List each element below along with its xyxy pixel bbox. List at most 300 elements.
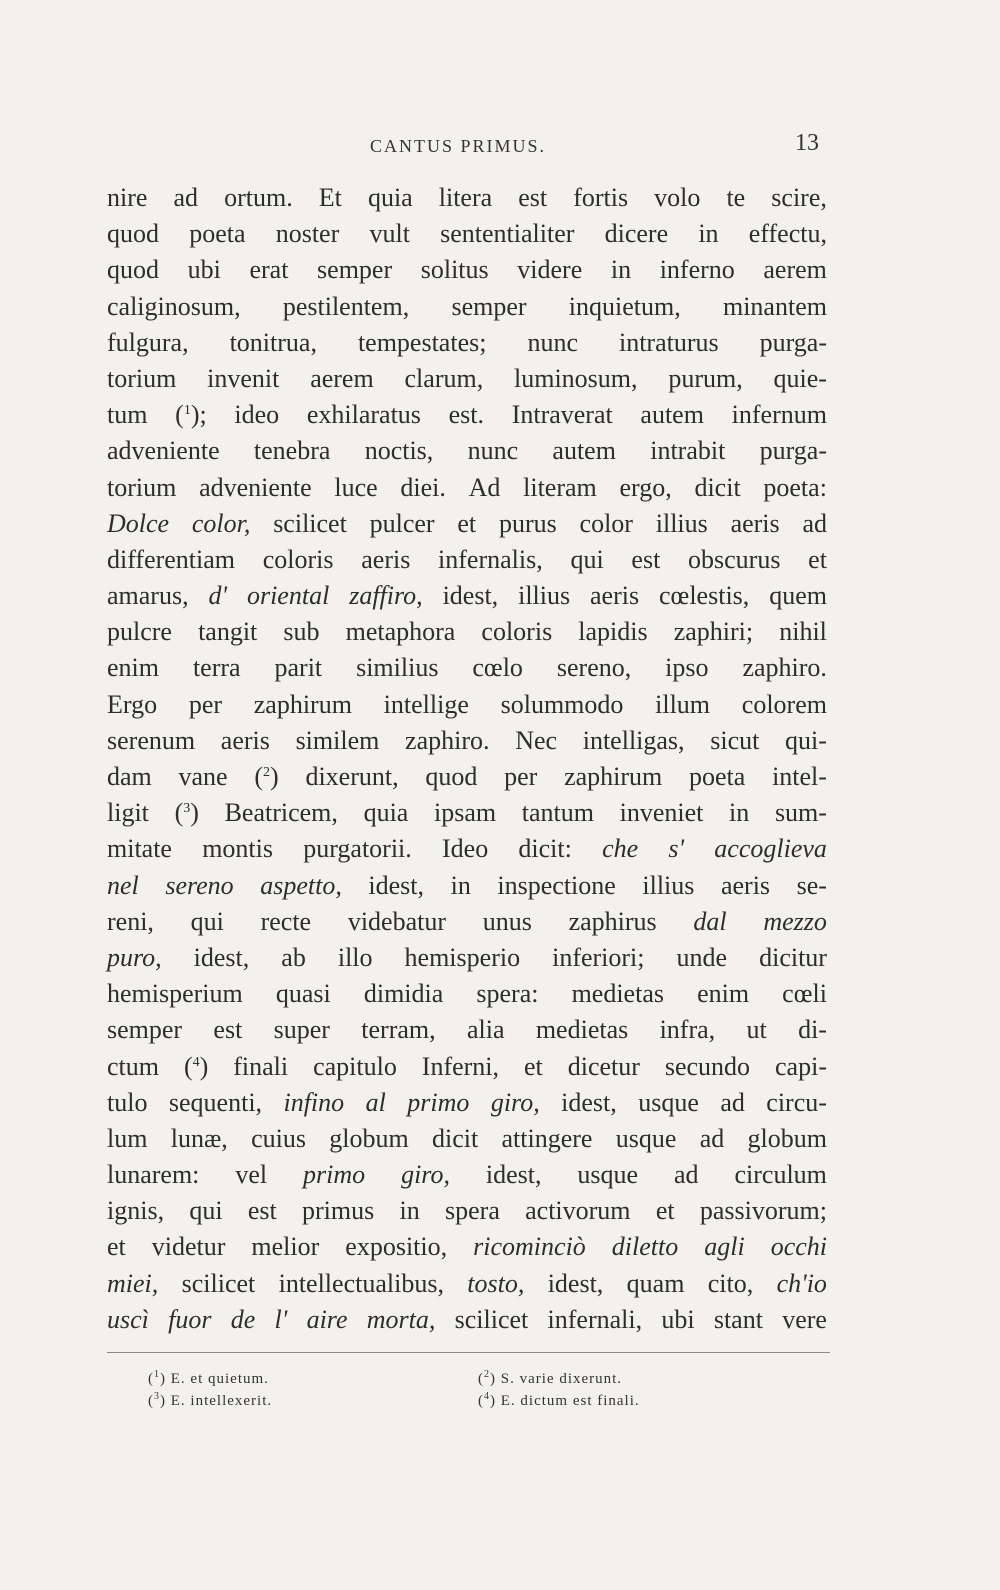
word-text: ) xyxy=(199,1051,209,1081)
word-text: ) xyxy=(270,762,279,791)
word xyxy=(107,1157,199,1193)
word xyxy=(107,542,235,578)
word-text: purus xyxy=(498,508,557,538)
word-text: cœli xyxy=(782,979,827,1009)
word-text: in xyxy=(450,870,471,900)
word xyxy=(704,1229,744,1265)
word-text: metaphora xyxy=(345,617,456,647)
word xyxy=(432,1121,478,1157)
word xyxy=(107,1012,182,1048)
word-text: ( xyxy=(174,798,184,828)
word-text: usque xyxy=(577,1160,639,1190)
word xyxy=(777,1266,827,1302)
word-text: aeris xyxy=(361,544,411,574)
word-text: aspetto, xyxy=(260,870,342,900)
word xyxy=(422,1049,499,1085)
word xyxy=(797,868,827,904)
word xyxy=(714,831,827,867)
word-text: Ideo xyxy=(442,834,489,864)
word xyxy=(451,868,471,904)
word-text: in xyxy=(729,798,750,828)
word-text: morta, xyxy=(366,1304,436,1334)
footnote-text: E. intellexerit. xyxy=(166,1393,273,1409)
word xyxy=(184,1049,208,1085)
word-text: idest, xyxy=(547,1268,604,1298)
word-text: expositio, xyxy=(345,1232,448,1262)
word-text: idest, xyxy=(193,942,250,972)
word xyxy=(445,1193,500,1229)
word-text: ideo xyxy=(234,400,280,430)
word xyxy=(771,180,827,216)
word-text: globum xyxy=(747,1123,827,1153)
word-text: reni, xyxy=(107,906,154,936)
word-text: infernali, xyxy=(547,1304,643,1334)
word xyxy=(248,1193,277,1229)
text-line xyxy=(107,1049,827,1085)
word-text: intellectualibus, xyxy=(278,1268,444,1298)
word xyxy=(107,1121,147,1157)
text-line xyxy=(107,650,827,686)
text-line xyxy=(107,252,827,288)
text-line xyxy=(107,361,827,397)
word xyxy=(207,361,279,397)
word-text: inveniet xyxy=(619,798,704,828)
word-text: differentiam xyxy=(107,544,236,574)
word-text: sicut xyxy=(710,725,760,755)
text-line xyxy=(107,831,827,867)
footnote-mark: 1 xyxy=(154,1369,160,1380)
word-text: enim xyxy=(107,653,159,683)
body-text xyxy=(107,180,827,1338)
word-text: montis xyxy=(202,834,273,864)
word xyxy=(694,470,740,506)
word xyxy=(693,904,726,940)
word-text: usque xyxy=(638,1087,699,1117)
word-text: illius xyxy=(655,508,708,538)
word-text: zaphiri; xyxy=(673,617,754,647)
word-text: tangit xyxy=(198,617,258,647)
footnote-paren: ) xyxy=(160,1371,166,1387)
word-text: quasi xyxy=(275,979,331,1009)
word xyxy=(467,1012,505,1048)
word xyxy=(491,1085,540,1121)
word xyxy=(107,433,220,469)
word-text: zaffiro, xyxy=(349,581,423,611)
word xyxy=(569,904,657,940)
word xyxy=(107,361,176,397)
word xyxy=(249,252,288,288)
word-text: lum xyxy=(107,1123,148,1153)
word-text: hemisperium xyxy=(107,979,243,1009)
word xyxy=(303,831,412,867)
word-text: attingere xyxy=(501,1123,593,1153)
word-text: primo xyxy=(303,1160,366,1190)
word xyxy=(720,1085,745,1121)
word-text: puro, xyxy=(107,942,162,972)
word-text: dicere xyxy=(604,219,669,249)
word-text: primus xyxy=(302,1196,375,1226)
word-text: lapidis xyxy=(578,617,648,647)
word xyxy=(668,831,684,867)
word xyxy=(407,1085,469,1121)
text-line xyxy=(107,614,827,650)
word-text: videbatur xyxy=(347,906,447,936)
word-text: miei, xyxy=(107,1268,159,1298)
word xyxy=(697,976,749,1012)
word xyxy=(583,723,685,759)
text-line xyxy=(107,759,827,795)
text-line xyxy=(107,542,827,578)
word xyxy=(689,759,745,795)
word xyxy=(518,578,570,614)
text-line xyxy=(107,723,827,759)
word xyxy=(467,1266,524,1302)
word xyxy=(356,650,438,686)
word xyxy=(198,614,257,650)
footnote-mark: 2 xyxy=(484,1369,490,1380)
word xyxy=(307,397,421,433)
footnote xyxy=(148,1368,269,1390)
text-line xyxy=(107,397,827,433)
word xyxy=(527,325,578,361)
word-text: intellige xyxy=(383,689,469,719)
word-text: dicit xyxy=(432,1123,479,1153)
word xyxy=(107,1229,126,1265)
text-line xyxy=(107,795,827,831)
word xyxy=(107,1193,164,1229)
text-line xyxy=(107,904,827,940)
word-text: ad xyxy=(674,1160,699,1190)
word xyxy=(708,1266,754,1302)
word-text: similius xyxy=(356,653,439,683)
word-text: ricominciò xyxy=(473,1232,586,1262)
word xyxy=(605,216,669,252)
word-text: usque xyxy=(615,1123,677,1153)
word xyxy=(193,650,241,686)
word xyxy=(107,650,159,686)
word-text: Inferni, xyxy=(421,1051,500,1081)
word xyxy=(261,904,312,940)
word-text: ad xyxy=(720,1087,745,1117)
word xyxy=(442,831,488,867)
word-text: inferiori; xyxy=(552,942,645,972)
word xyxy=(723,289,827,325)
word-text: est xyxy=(631,544,661,574)
word xyxy=(279,1266,444,1302)
word xyxy=(209,578,228,614)
word-text: vult xyxy=(369,219,410,249)
text-line xyxy=(107,868,827,904)
word-text: Ergo xyxy=(107,689,158,719)
word-text: tenebra xyxy=(253,436,331,466)
word xyxy=(254,687,352,723)
footnote xyxy=(478,1390,640,1412)
word xyxy=(665,650,708,686)
word xyxy=(307,1302,348,1338)
word xyxy=(502,1121,593,1157)
word-text: ignis, xyxy=(107,1196,165,1226)
word-text: hemisperio xyxy=(404,942,521,972)
word-text: dicit xyxy=(694,472,741,502)
word-text: noster xyxy=(275,219,340,249)
word-text: passivorum; xyxy=(699,1196,827,1226)
word xyxy=(552,940,644,976)
word-text: infino xyxy=(283,1087,345,1117)
word-text: aeris xyxy=(720,870,771,900)
word-text: di- xyxy=(798,1015,827,1045)
word xyxy=(577,1157,638,1193)
word xyxy=(346,614,456,650)
word-text: illo xyxy=(337,942,373,972)
word xyxy=(655,687,710,723)
word-text: spera: xyxy=(476,979,539,1009)
word xyxy=(251,1229,319,1265)
word xyxy=(247,578,329,614)
word-text: semper xyxy=(317,255,393,285)
word-text: dicetur xyxy=(567,1051,640,1081)
word-text: quod xyxy=(425,762,478,791)
word xyxy=(365,433,434,469)
word-text: Intraverat xyxy=(511,400,613,430)
word-text: melior xyxy=(251,1232,320,1262)
word xyxy=(400,1193,420,1229)
word-text: intel- xyxy=(772,762,827,791)
word xyxy=(766,1085,827,1121)
word xyxy=(518,831,571,867)
word xyxy=(732,397,827,433)
word-text: torium xyxy=(107,363,177,393)
word xyxy=(514,361,638,397)
word-text: coloris xyxy=(262,544,334,574)
word-text: ortum. xyxy=(224,183,293,212)
word-text: capi- xyxy=(775,1051,827,1081)
word-text: infernalis, xyxy=(438,544,543,574)
word xyxy=(536,1012,628,1048)
word xyxy=(518,180,547,216)
word-text: qui- xyxy=(785,725,827,755)
word-text: pulcer xyxy=(369,508,435,538)
word-text: vel xyxy=(235,1160,268,1190)
page-header xyxy=(0,130,1000,170)
word-text: intraturus xyxy=(618,327,719,357)
word-text: ( xyxy=(183,1051,193,1081)
word-text: lunæ, xyxy=(170,1123,228,1153)
word-text: idest, xyxy=(561,1087,617,1117)
word-text: color xyxy=(579,508,633,538)
word-text: dicit: xyxy=(518,834,572,864)
word-text: ut xyxy=(746,1015,767,1045)
word xyxy=(224,180,293,216)
word-text: clarum, xyxy=(404,363,484,393)
word xyxy=(661,1302,694,1338)
word-text: super xyxy=(273,1015,330,1045)
word-text: aeris xyxy=(730,508,780,538)
word-text: globum xyxy=(329,1123,409,1153)
word xyxy=(798,1012,827,1048)
word-text: ) xyxy=(190,798,199,828)
word-text: pulcre xyxy=(107,617,172,647)
word-text: dal xyxy=(693,906,727,936)
word xyxy=(731,506,780,542)
word xyxy=(772,759,827,795)
word-text: poeta: xyxy=(763,472,827,502)
word-text: volo xyxy=(654,183,701,212)
word-text: pestilentem, xyxy=(282,291,410,321)
word xyxy=(769,578,827,614)
word xyxy=(659,578,749,614)
word-text: infernum xyxy=(731,400,827,430)
word xyxy=(194,940,250,976)
word xyxy=(439,180,492,216)
word xyxy=(688,542,780,578)
word-text: solummodo xyxy=(500,689,624,719)
word-text: qui xyxy=(190,906,224,936)
text-line xyxy=(107,1193,827,1229)
word xyxy=(455,1302,529,1338)
word-text: effectu, xyxy=(748,219,827,249)
word-text: Nec xyxy=(515,725,558,755)
word-text: diletto xyxy=(611,1232,679,1262)
word xyxy=(660,252,735,288)
word-text: minantem xyxy=(722,291,827,321)
word-text: quia xyxy=(367,183,413,212)
word-text: luce xyxy=(334,472,378,502)
word xyxy=(273,506,347,542)
word-text: per xyxy=(504,762,538,791)
word-text: in xyxy=(698,219,719,249)
word xyxy=(368,868,424,904)
word xyxy=(107,470,176,506)
word-text: dimidia xyxy=(363,979,444,1009)
word xyxy=(714,1302,763,1338)
word xyxy=(612,1229,678,1265)
word xyxy=(642,868,694,904)
word-text: color, xyxy=(191,508,251,538)
word xyxy=(368,180,413,216)
word-text: ( xyxy=(254,762,264,791)
word-text: similem xyxy=(295,725,380,755)
word xyxy=(443,578,499,614)
footnote-paren: ) xyxy=(490,1371,496,1387)
word xyxy=(674,614,753,650)
word-text: scilicet xyxy=(454,1304,529,1334)
word xyxy=(665,1049,750,1085)
word xyxy=(275,1302,288,1338)
word-text: adveniente xyxy=(107,436,220,466)
word-text: nel xyxy=(107,870,139,900)
word-text: in xyxy=(610,255,632,285)
word xyxy=(405,723,489,759)
word xyxy=(107,1266,158,1302)
word-text: unde xyxy=(676,942,728,972)
word-text: videtur xyxy=(151,1232,226,1262)
word xyxy=(364,976,443,1012)
word-text: Ad xyxy=(468,472,501,502)
word xyxy=(234,397,279,433)
word-text: litera xyxy=(438,183,493,212)
word xyxy=(802,506,827,542)
word-text: alia xyxy=(466,1015,505,1045)
word xyxy=(552,433,616,469)
word-text: est xyxy=(518,183,548,212)
word-text: literam xyxy=(523,472,597,502)
word-text: de xyxy=(230,1304,256,1334)
word-text: mezzo xyxy=(763,906,827,936)
text-line xyxy=(107,1012,827,1048)
word xyxy=(638,1085,699,1121)
word xyxy=(107,868,139,904)
word-text: vane xyxy=(178,762,228,791)
word-text: aire xyxy=(306,1304,348,1334)
word-text: inquietum, xyxy=(568,291,681,321)
word-text: activorum xyxy=(525,1196,631,1226)
word xyxy=(501,687,624,723)
word xyxy=(557,650,631,686)
word-text: et xyxy=(655,1196,675,1226)
word xyxy=(189,216,245,252)
footnote-text: E. et quietum. xyxy=(166,1371,269,1387)
word-text: est xyxy=(247,1196,277,1226)
word-text: ctum xyxy=(107,1051,159,1081)
word-text: poeta xyxy=(689,762,746,791)
word-text: d' xyxy=(208,581,228,611)
word-text: sententialiter xyxy=(440,219,575,249)
text-line xyxy=(107,1229,827,1265)
word xyxy=(763,904,827,940)
word xyxy=(107,940,162,976)
word xyxy=(364,795,409,831)
text-line xyxy=(107,325,827,361)
word xyxy=(564,759,662,795)
word-text: medietas xyxy=(571,979,664,1009)
word-text: finali xyxy=(233,1051,289,1081)
word-text: solitus xyxy=(420,255,489,285)
word xyxy=(742,687,827,723)
word-text: cuius xyxy=(251,1123,306,1153)
word xyxy=(107,397,147,433)
word xyxy=(451,289,526,325)
word xyxy=(202,831,273,867)
word xyxy=(504,759,537,795)
word xyxy=(573,180,628,216)
word-text: sereno, xyxy=(556,653,632,683)
word-text: poeta xyxy=(189,219,246,249)
word xyxy=(338,940,373,976)
word-text: primo xyxy=(407,1087,470,1117)
word xyxy=(677,940,728,976)
footnote-mark: 4 xyxy=(484,1391,490,1402)
word-text: exhilaratus xyxy=(306,400,421,430)
word-text: spera xyxy=(445,1196,500,1226)
word-text: purgatorii. xyxy=(303,834,412,864)
word xyxy=(763,252,827,288)
word-text: purum, xyxy=(668,363,743,393)
text-line xyxy=(107,687,827,723)
word-text: tempestates; xyxy=(357,327,487,357)
word xyxy=(580,506,633,542)
word-text: tum xyxy=(107,400,148,430)
word-text: recte xyxy=(260,906,312,936)
word xyxy=(334,470,377,506)
word xyxy=(107,795,149,831)
word xyxy=(370,506,435,542)
word xyxy=(179,759,228,795)
word xyxy=(468,433,519,469)
word xyxy=(283,614,319,650)
word xyxy=(182,1266,256,1302)
word-text: giro, xyxy=(401,1160,450,1190)
word-text: scilicet xyxy=(181,1268,256,1298)
